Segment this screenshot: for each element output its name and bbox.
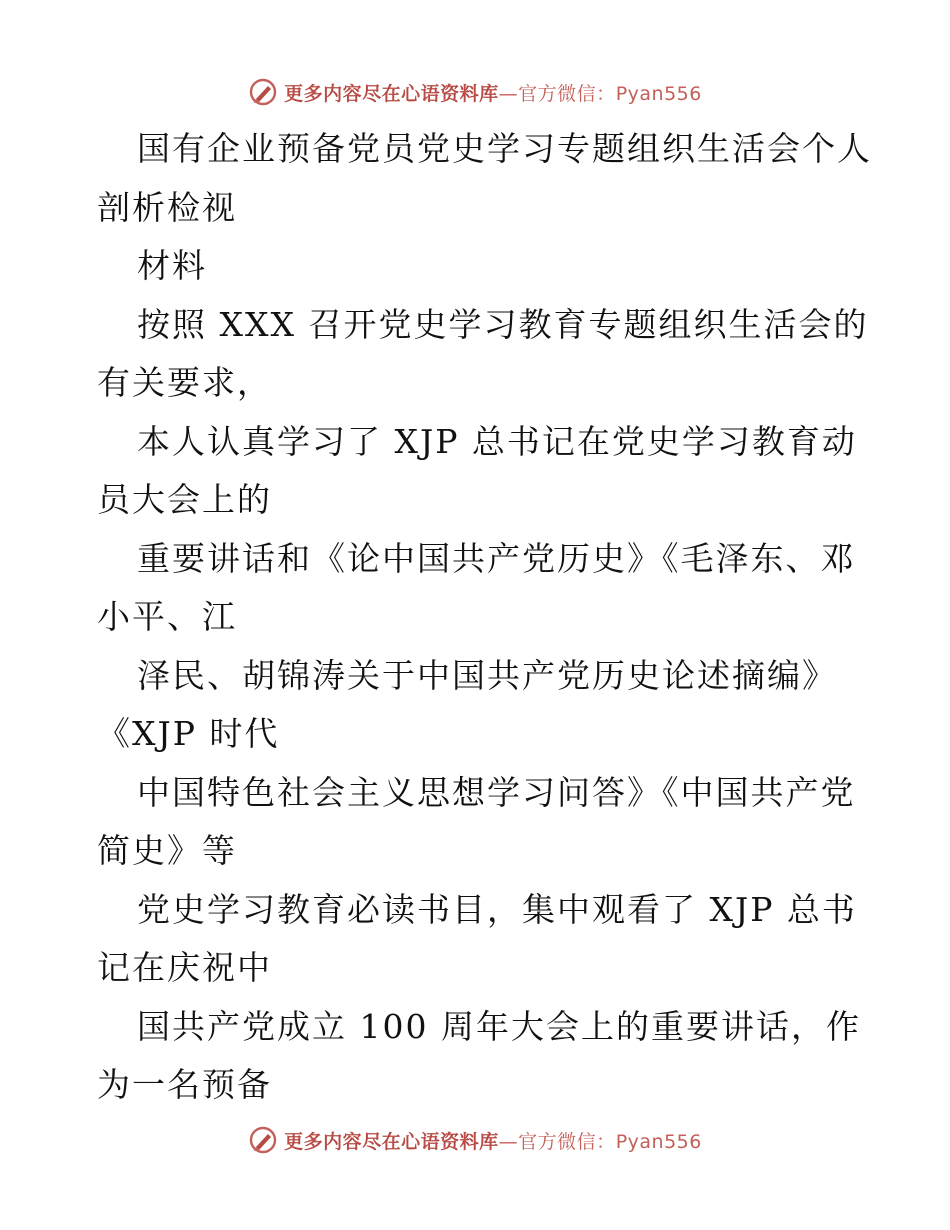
watermark-wechat-id: Pyan556 (615, 82, 702, 105)
watermark-text (284, 79, 702, 106)
text-line: 党史学习教育必读书目，集中观看了 XJP 总书 (137, 889, 857, 929)
document-body (97, 120, 877, 1115)
watermark-separator: — (498, 82, 519, 105)
watermark-text (284, 1127, 702, 1154)
text-line: 国共产党成立 100 周年大会上的重要讲话，作 (137, 1006, 861, 1046)
watermark-brand: 更多内容尽在心语资料库 (284, 1130, 499, 1153)
text-line: 按照 XXX 召开党史学习教育专题组织生活会的 (137, 304, 869, 344)
text-line: 中国特色社会主义思想学习问答》《中国共产党 (137, 772, 856, 812)
header-watermark (0, 72, 950, 112)
text-line: 国有企业预备党员党史学习专题组织生活会个人 (137, 129, 872, 168)
text-line: 记在庆祝中 (97, 948, 272, 987)
text-line: 简史》等 (97, 831, 237, 870)
text-line: 泽民、胡锦涛关于中国共产党历史论述摘编》 (137, 655, 837, 695)
text-line: 有关要求， (97, 363, 272, 402)
pen-logo-icon (248, 1125, 278, 1155)
watermark-brand: 更多内容尽在心语资料库 (284, 82, 499, 105)
text-line: 《XJP 时代 (97, 714, 280, 753)
text-line: 员大会上的 (97, 480, 272, 519)
watermark-wechat-label: 官方微信： (518, 1130, 616, 1153)
text-line: 小平、江 (97, 597, 237, 636)
text-line: 重要讲话和《论中国共产党历史》《毛泽东、邓 (137, 538, 856, 578)
watermark-wechat-label: 官方微信： (518, 82, 616, 105)
text-line: 剖析检视 (97, 187, 237, 227)
text-line: 本人认真学习了 XJP 总书记在党史学习教育动 (137, 421, 857, 461)
watermark-wechat-id: Pyan556 (615, 1130, 702, 1153)
pen-logo-icon (248, 77, 278, 107)
text-line: 为一名预备 (97, 1065, 272, 1104)
watermark-separator: — (498, 1130, 519, 1153)
footer-watermark (0, 1120, 950, 1160)
text-line: 材料 (137, 246, 207, 285)
